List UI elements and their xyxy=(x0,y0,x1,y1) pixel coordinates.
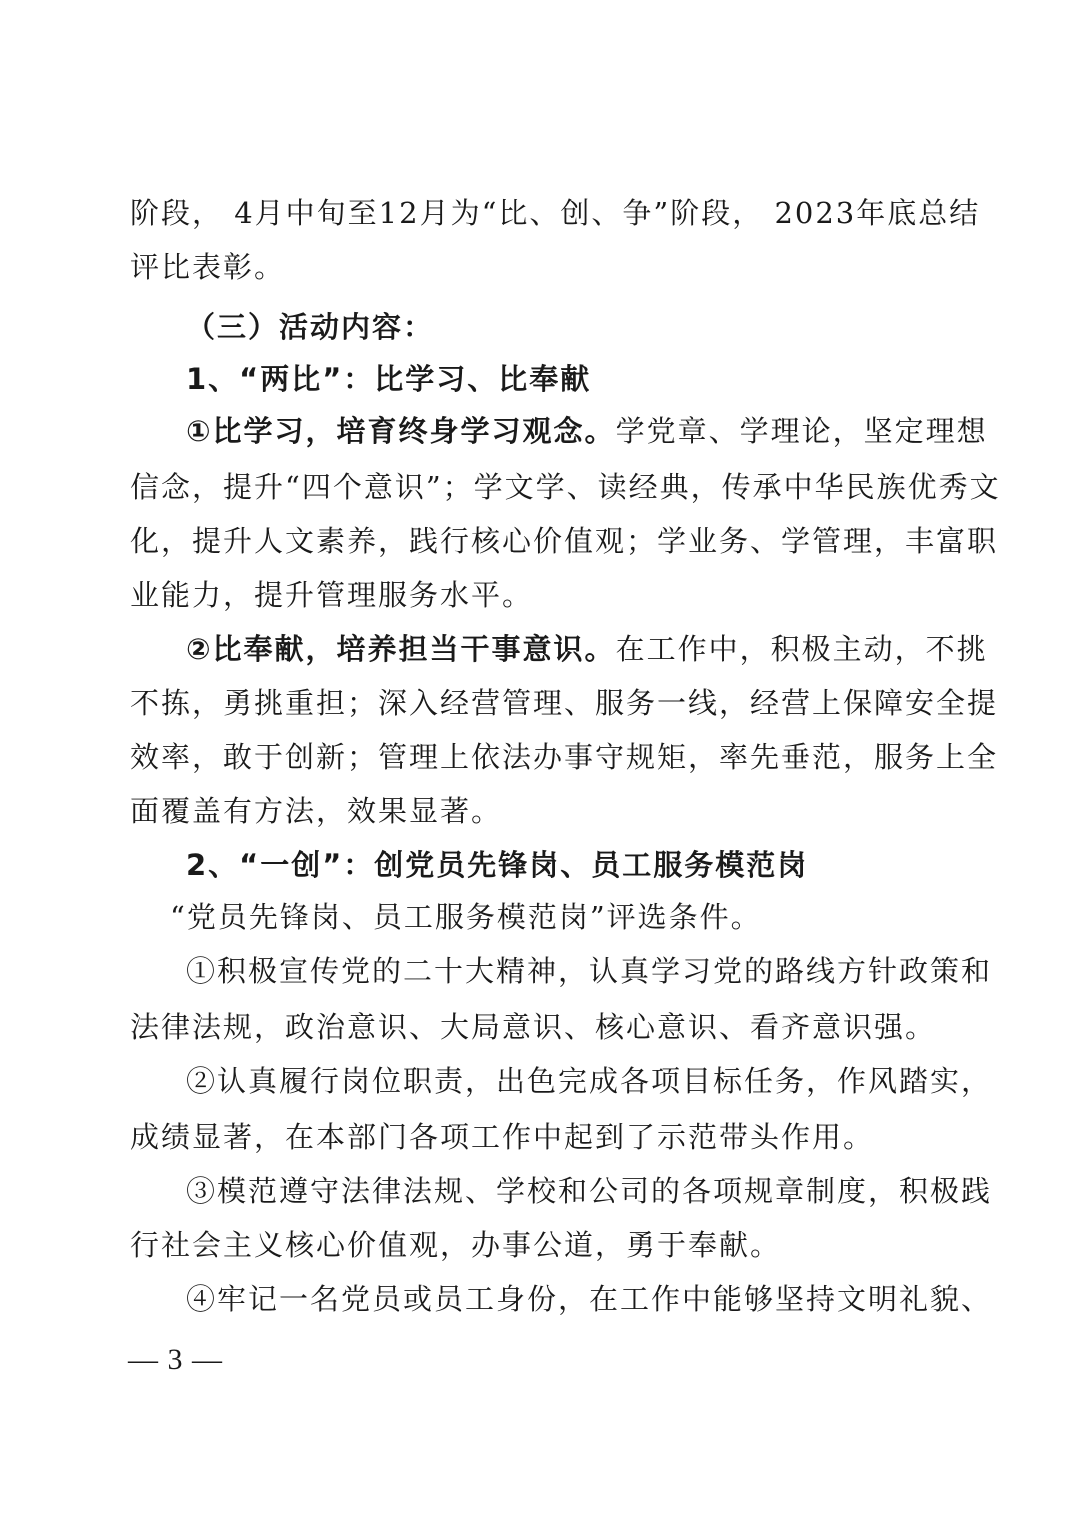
plain-text: 在工作中，积极主动，不挑 xyxy=(615,632,988,666)
paragraph-line: 行社会主义核心价值观，办事公道，勇于奉献。 xyxy=(130,1228,782,1262)
paragraph-line: 法律法规，政治意识、大局意识、核心意识、看齐意识强。 xyxy=(130,1010,937,1044)
paragraph-line: 化，提升人文素养，践行核心价值观；学业务、学管理，丰富职 xyxy=(130,524,999,558)
plain-text: 学党章、学理论，坚定理想 xyxy=(615,414,988,448)
paragraph-line: “党员先锋岗、员工服务模范岗”评选条件。 xyxy=(170,900,762,934)
paragraph-line: 业能力，提升管理服务水平。 xyxy=(130,578,534,612)
paragraph-line: 信念，提升“四个意识”；学文学、读经典，传承中华民族优秀文 xyxy=(130,470,1001,504)
paragraph-line xyxy=(186,622,988,676)
subsection-heading: 2、“一创”：创党员先锋岗、员工服务模范岗 xyxy=(186,848,809,882)
paragraph-line: ①积极宣传党的二十大精神，认真学习党的路线方针政策和 xyxy=(186,954,993,988)
section-heading: （三）活动内容： xyxy=(186,310,435,344)
paragraph-line xyxy=(186,404,988,458)
paragraph-line: 面覆盖有方法，效果显著。 xyxy=(130,794,503,828)
paragraph-line: 不拣，勇挑重担；深入经营管理、服务一线，经营上保障安全提 xyxy=(130,686,999,720)
paragraph-line: ②认真履行岗位职责，出色完成各项目标任务，作风踏实， xyxy=(186,1064,993,1098)
paragraph-line: ④牢记一名党员或员工身份，在工作中能够坚持文明礼貌、 xyxy=(186,1282,993,1316)
subsection-heading: 1、“两比”：比学习、比奉献 xyxy=(186,362,592,396)
paragraph-line: 成绩显著，在本部门各项工作中起到了示范带头作用。 xyxy=(130,1120,875,1154)
paragraph-line: 效率，敢于创新；管理上依法办事守规矩，率先垂范，服务上全 xyxy=(130,740,999,774)
page-number: — 3 — xyxy=(128,1343,223,1376)
paragraph-line: ③模范遵守法律法规、学校和公司的各项规章制度，积极践 xyxy=(186,1174,993,1208)
paragraph-line: 阶段， 4月中旬至12月为“比、创、争”阶段， 2023年底总结 xyxy=(130,196,981,230)
paragraph-line: 评比表彰。 xyxy=(130,250,286,284)
emphasis-text: ①比学习，培育终身学习观念。 xyxy=(186,414,616,448)
emphasis-text: ②比奉献，培养担当干事意识。 xyxy=(186,632,616,666)
